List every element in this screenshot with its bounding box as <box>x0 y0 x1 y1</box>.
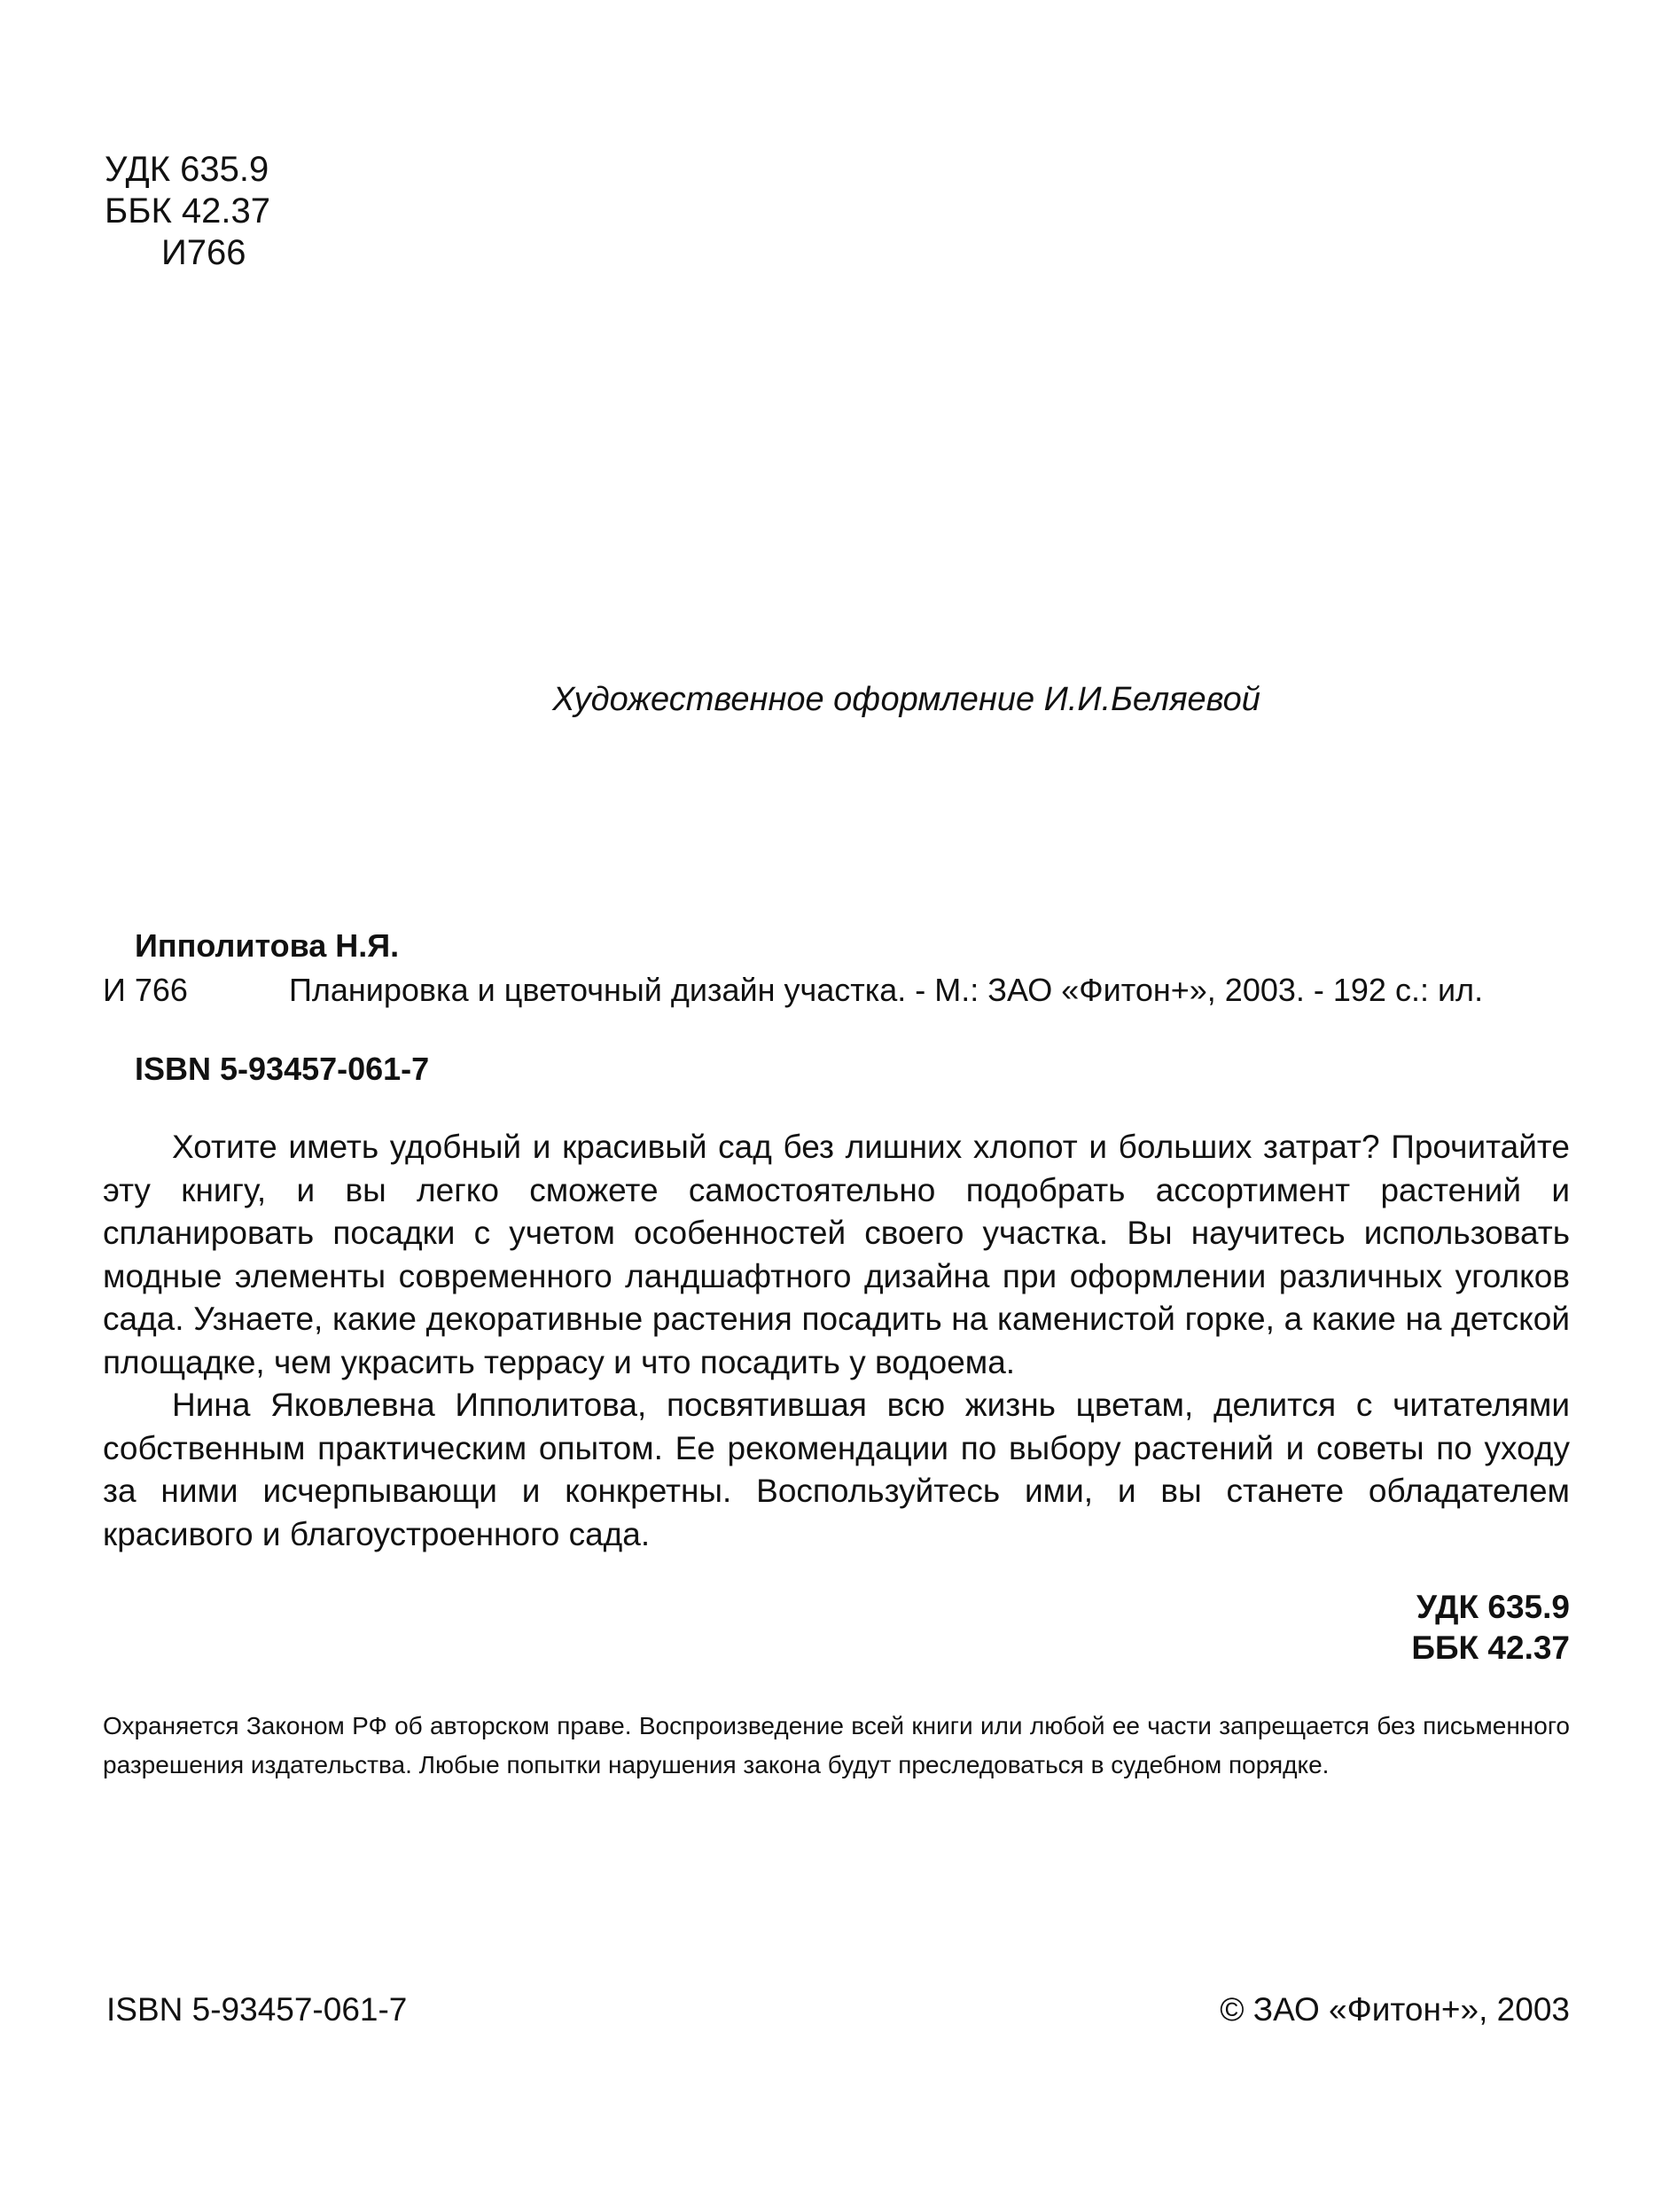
isbn-heading: ISBN 5-93457-061-7 <box>135 1051 430 1087</box>
annotation-paragraph-1: Хотите иметь удобный и красивый сад без лишних хлопот и больших затрат? Прочитайте эту книгу, и вы легко сможете самостоятельно подобрать ассортимент растений и спланировать посадки с учетом особенностей своего участка. Вы научитесь использовать модные элементы современного ландшафтного дизайна при оформлении различных уголков сада. Узнаете, какие декоративные растения посадить на каменистой горке, а какие на детской площадке, чем украсить террасу и что посадить у водоема. <box>103 1129 1570 1380</box>
classification-block <box>105 149 270 274</box>
publisher-copyright: © ЗАО «Фитон+», 2003 <box>1220 1991 1570 2028</box>
entry-code: И 766 <box>103 972 188 1008</box>
isbn-footer: ISBN 5-93457-061-7 <box>106 1991 408 2028</box>
annotation-paragraph-2: Нина Яковлевна Ипполитова, посвятившая всю жизнь цветам, делится с читателями собственным практическим опытом. Ее рекомендации по выбору растений и советы по уходу за ними исчерпывающи и конкретны. Воспользуйтесь ими, и вы станете обладателем красивого и благоустроенного сада. <box>103 1387 1570 1552</box>
author-name: Ипполитова Н.Я. <box>135 927 400 964</box>
author-mark: И766 <box>161 233 246 272</box>
bbk-code-bottom: ББК 42.37 <box>1411 1630 1570 1666</box>
entry-text: Планировка и цветочный дизайн участка. - М.: ЗАО «Фитон+», 2003. - 192 с.: ил. <box>289 972 1484 1008</box>
copyright-notice: Охраняется Законом РФ об авторском праве. Воспроизведение всей книги или любой ее части запрещается без письменного разрешения издательства. Любые попытки нарушения закона будут преследоваться в судебном порядке. <box>103 1712 1570 1778</box>
art-credit: Художественное оформление И.И.Беляевой <box>552 681 1260 718</box>
udk-code: УДК 635.9 <box>105 150 269 189</box>
bibliographic-entry <box>103 972 1570 1009</box>
bbk-code: ББК 42.37 <box>105 191 271 231</box>
classification-bottom <box>1411 1587 1570 1669</box>
annotation <box>103 1126 1570 1556</box>
udk-code-bottom: УДК 635.9 <box>1416 1589 1570 1625</box>
